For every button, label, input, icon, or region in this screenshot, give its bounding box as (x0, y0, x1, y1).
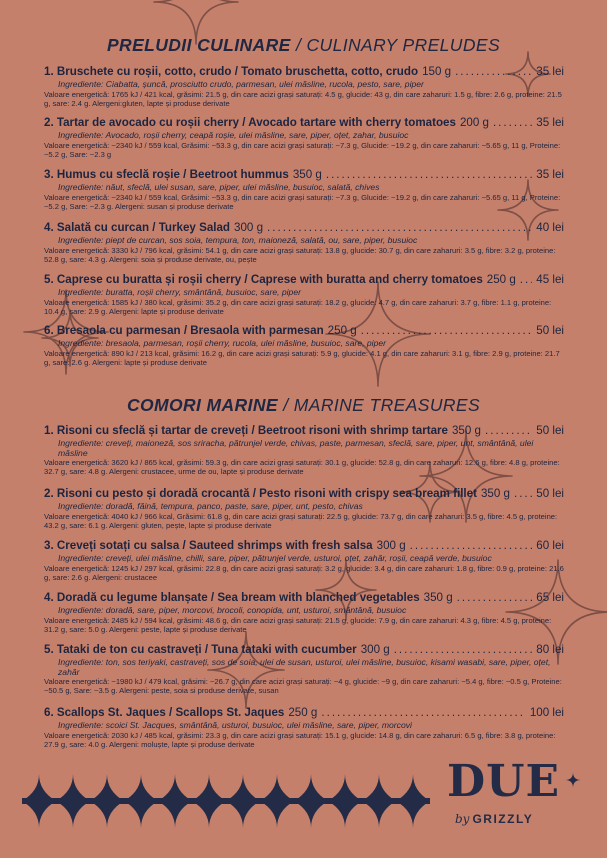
dot-leader (326, 168, 532, 182)
dot-leader (361, 324, 533, 338)
dot-leader (267, 221, 532, 235)
item-quantity: 200 g (459, 116, 489, 129)
item-price: 80 lei (536, 643, 564, 656)
item-ingredients: Ingrediente: scoici St. Jacques, smântână, usturoi, busuioc, ulei măsline, sare, piper, morcovi (58, 720, 412, 730)
item-quantity: 350 g (451, 424, 481, 437)
item-quantity: 350 g (480, 487, 510, 500)
item-quantity: 300 g (234, 221, 264, 234)
item-nutrition: Valoare energetică: 2030 kJ / 485 kcal, grăsimi: 23.3 g, din care acizi grași saturați: 15.1 g, glucide: 14.8 g, din care zaharuri: 6.5 g, fibre: 3.8 g, proteine: 27.9 g, sare: 4.0 g. Alergeni: moluște, lapte și produse derivate (44, 730, 556, 749)
menu-item (44, 487, 564, 530)
item-quantity: 350 g (423, 591, 453, 604)
item-quantity: 150 g (422, 65, 452, 78)
item-ingredients: Ingrediente: creveți, maioneză, sos sriracha, pătrunjel verde, chivas, paste, parmesan, sfeclă, sare, piper, unt, smântână, ulei măsline (58, 438, 534, 458)
menu-item (44, 539, 564, 582)
item-nutrition: Valoare energetică: 4040 kJ / 966 kcal, Grăsimi: 61.8 g, din care acizi grași saturați: 22.5 g, glucide: 73.7 g, din care zaharuri: 3.5 g, fibre: 4.5 g, proteine: 43.2 g, sare: 6.1 g. Alergeni: gluten, pește, lapte și produse derivate (44, 511, 558, 530)
brand-logo (447, 756, 587, 840)
dot-leader (493, 116, 532, 130)
item-price: 60 lei (536, 539, 564, 552)
item-ingredients: Ingrediente: ton, sos teriyaki, castraveți, sos de soia, ulei de susan, usturoi, ulei măsline, busuioc, kisami wasabi, sare, piper, oțet, zahăr (58, 657, 551, 677)
item-name: 5. Caprese cu buratta și roșii cherry / Caprese with buratta and cherry tomatoes (44, 273, 483, 286)
dot-leader (410, 539, 533, 553)
item-price: 35 lei (536, 116, 564, 129)
menu-item (44, 643, 564, 695)
menu-item (44, 424, 564, 476)
menu-item (44, 65, 564, 108)
item-name: 5. Tataki de ton cu castraveți / Tuna tataki with cucumber (44, 643, 357, 656)
item-nutrition: Valoare energetică: 2485 kJ / 594 kcal, grăsimi: 48.6 g, din care acizi grași saturați: 21.5 g, glucide: 7.9 g, din care zaharuri: 4.3 g, fibre: 4.5 g, proteine: 31.2 g, sare: 5.0 g. Alergeni: peste, lapte și produse derivate (44, 615, 552, 634)
item-ingredients: Ingrediente: piept de curcan, sos soia, tempura, ton, maioneză, salată, ou, sare, piper, busuioc (58, 235, 418, 245)
item-ingredients: Ingrediente: Avocado, roșii cherry, ceapă roșie, ulei măsline, sare, piper, oțet, zahar, busuioc (58, 130, 409, 140)
dot-leader (321, 706, 525, 720)
dot-leader (520, 273, 532, 287)
menu-item (44, 324, 564, 367)
item-ingredients: Ingrediente: creveți, ulei măsline, chilli, sare, piper, pătrunjel verde, usturoi, oțet, zahăr, roșii, ceapă verde, busuioc (58, 553, 492, 563)
menu-item (44, 591, 564, 634)
menu-item (44, 706, 564, 749)
item-price: 50 lei (536, 424, 564, 437)
item-price: 35 lei (536, 65, 564, 78)
item-name: 4. Salată cu curcan / Turkey Salad (44, 221, 231, 234)
item-name: 6. Scallops St. Jaques / Scallops St. Jaques (44, 706, 285, 719)
item-ingredients: Ingrediente: năut, sfeclă, ulei susan, sare, piper, ulei măsline, busuioc, salată, chives (58, 182, 380, 192)
item-price: 100 lei (529, 706, 564, 719)
sparkle-icon (565, 772, 581, 788)
item-name: 3. Humus cu sfeclă roșie / Beetroot hummus (44, 168, 289, 181)
menu-item (44, 221, 564, 264)
item-name: 1. Risoni cu sfeclă și tartar de creveți / Beetroot risoni with shrimp tartare (44, 424, 448, 437)
item-name: 6. Bresaola cu parmesan / Bresaola with parmesan (44, 324, 324, 337)
scallop-border (22, 774, 430, 828)
item-name: 4. Doradă cu legume blanșate / Sea bream with blanched vegetables (44, 591, 420, 604)
item-nutrition: Valoare energetică: 1765 kJ / 421 kcal, grăsimi: 21.5 g, din care acizi grași saturați: 4.5 g, glucide: 43 g, din care zaharuri: 1.5 g, fibre: 2.6 g, proteine: 21.5 g, sare: 2.4 g. Alergeni:gluten, lapte și produse derivate (44, 89, 562, 108)
item-quantity: 300 g (360, 643, 390, 656)
dot-leader (394, 643, 533, 657)
menu-item (44, 168, 564, 211)
menu-item (44, 273, 564, 316)
dot-leader (457, 591, 533, 605)
item-name: 1. Bruschete cu roșii, cotto, crudo / Tomato bruschetta, cotto, crudo (44, 65, 419, 78)
item-nutrition: Valoare energetică: 3620 kJ / 865 kcal, grăsimi: 59.3 g, din care acizi grași saturați: 30.1 g, glucide: 52.8 g, din care zaharuri: 12.6 g, fibre: 4.8 g, proteine: 32.7 g, sare: 4.8 g. Alergeni: crustacee, urme de ou, lapte și produse derivate (44, 458, 560, 477)
dot-leader (485, 424, 532, 438)
item-name: 2. Tartar de avocado cu roșii cherry / Avocado tartare with cherry tomatoes (44, 116, 456, 129)
item-price: 50 lei (536, 324, 564, 337)
section-title: PRELUDII CULINARE / CULINARY PRELUDES (106, 35, 501, 55)
brand-name: DUE (447, 756, 561, 807)
item-nutrition: Valoare energetică: 1585 kJ / 380 kcal, grăsimi: 35.2 g, din care acizi grași saturați: 18.2 g, glucide: 4.7 g, din care zaharuri: 3.7 g, fibre: 1.1 g, proteine: 10.4 g, sare: 2.9 g. Alergeni: lapte și produse derivate (44, 297, 552, 316)
item-price: 65 lei (536, 591, 564, 604)
item-ingredients: Ingrediente: doradă, făină, tempura, panco, paste, sare, piper, unt, pesto, chivas (58, 501, 363, 511)
item-nutrition: Valoare energetică: ~2340 kJ / 559 kcal, Grăsimi: ~53.3 g, din care acizi grași saturați: ~7.3 g, Glucide: ~19.2 g, din care zaharuri: ~5.65 g, 11 g, Proteine: ~5.2 g, Sare: ~2.3 g. Alergeni: susan și produse derivate (44, 192, 561, 211)
item-nutrition: Valoare energetică: 3330 kJ / 796 kcal, grăsimi: 54.1 g, din care acizi grași saturați: 13.8 g, glucide: 30.7 g, din care zaharuri: 3.5 g, fibre: 3.2 g, proteine: 52.8 g, sare: 4.3 g. Alergeni: soia și produse derivate, ou, pește (44, 245, 556, 264)
section-title: COMORI MARINE / MARINE TREASURES (126, 395, 481, 415)
item-ingredients: Ingrediente: doradă, sare, piper, morcovi, brocoli, conopida, unt, usturoi, smântână, busuioc (58, 605, 407, 615)
item-nutrition: Valoare energetică: ~2340 kJ / 559 kcal, Grăsimi: ~53.3 g, din care acizi grași saturați: ~7.3 g, Glucide: ~19.2 g, din care zaharuri: ~5.65 g, 11 g, Proteine: ~5.2 g, Sare: ~2.3 g (44, 140, 561, 159)
item-price: 45 lei (536, 273, 564, 286)
dot-leader (455, 65, 532, 79)
brand-subtitle: by GRIZZLY (455, 812, 534, 826)
item-ingredients: Ingrediente: Ciabatta, șuncă, prosciutto crudo, parmesan, ulei măsline, rucola, pesto, sare, piper (58, 79, 424, 89)
dot-leader (514, 487, 532, 501)
item-ingredients: Ingrediente: buratta, roșii cherry, smântână, busuioc, sare, piper (58, 287, 301, 297)
item-quantity: 250 g (486, 273, 516, 286)
item-quantity: 300 g (376, 539, 406, 552)
item-nutrition: Valoare energetică: 1245 kJ / 297 kcal, grăsimi: 22.8 g, din care acizi grași saturați: 3.2 g, glucide: 3.4 g, din care zaharuri: 1.8 g, fibre: 0.9 g, proteine: 21.6 g, sare: 2.6 g. Alergeni: crustacee (44, 563, 564, 582)
item-name: 2. Risoni cu pesto și doradă crocantă / Pesto risoni with crispy sea bream fillet (44, 487, 477, 500)
item-price: 40 lei (536, 221, 564, 234)
item-ingredients: Ingrediente: bresaola, parmesan, roșii cherry, rucola, ulei măsline, busuioc, sare, piper (58, 338, 386, 348)
menu-item (44, 116, 564, 159)
item-price: 35 lei (536, 168, 564, 181)
item-nutrition: Valoare energetică: 890 kJ / 213 kcal, grăsimi: 16.2 g, din care acizi grași saturați: 5.9 g, glucide: 4.1 g, din care zaharuri: 3.1 g, fibre: 2.9 g, proteine: 21.7 g, sare: 2.6 g. Alergeni: lapte și produse derivate (44, 348, 560, 367)
item-nutrition: Valoare energetică: ~1980 kJ / 479 kcal, grăsimi: ~26.7 g, din care acizi grași saturați: ~4 g, glucide: ~9 g, din care zaharuri: ~5.4 g, fibre: ~0.5 g, Proteine: ~50.5 g, Sare: ~3.5 g. Alergeni: peste, soia si produse derivate, susan (44, 677, 562, 696)
item-name: 3. Creveți sotați cu salsa / Sauteed shrimps with fresh salsa (44, 539, 373, 552)
item-quantity: 350 g (292, 168, 322, 181)
item-price: 50 lei (536, 487, 564, 500)
item-quantity: 250 g (288, 706, 318, 719)
item-quantity: 250 g (327, 324, 357, 337)
